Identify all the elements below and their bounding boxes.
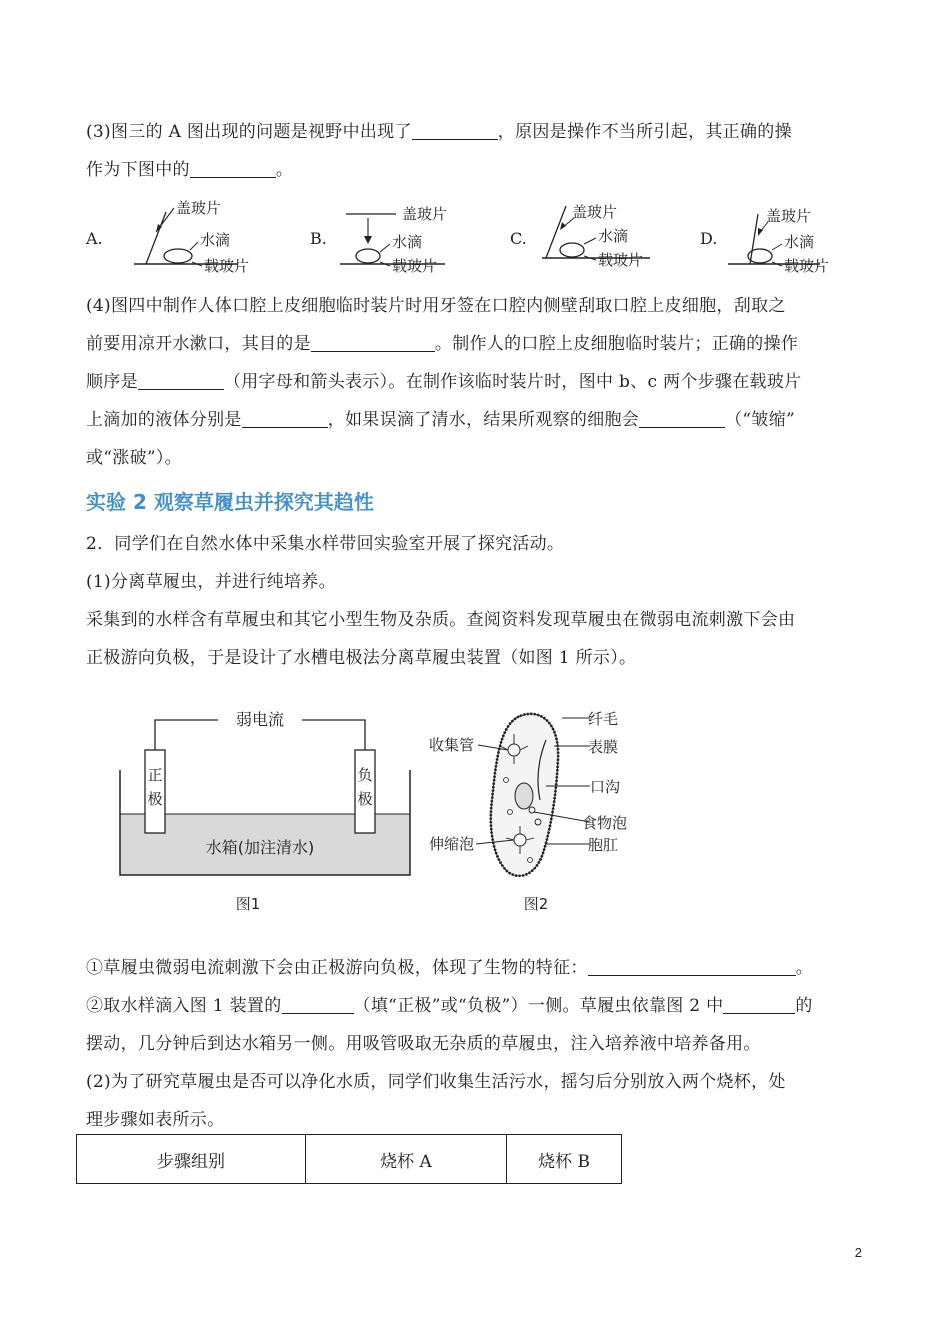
- q4-line-2: 前要用凉开水漱口，其目的是 。制作人的口腔上皮细胞临时装片；正确的操作: [86, 334, 799, 354]
- cover-slip-label: 盖玻片: [402, 205, 448, 223]
- cover-slip-label: 盖玻片: [766, 207, 812, 225]
- cilia-label: 纤毛: [588, 710, 619, 728]
- food-vacuole-label: 食物泡: [582, 814, 628, 832]
- q2-sub2-line-2: 理步骤如表所示。: [86, 1110, 225, 1130]
- answer-blank[interactable]: [639, 409, 725, 428]
- slide-label: 载玻片: [598, 251, 644, 269]
- q3-line-2: 作为下图中的 。: [86, 160, 294, 180]
- answer-blank[interactable]: [723, 995, 795, 1014]
- svg-text:极: 极: [357, 790, 373, 808]
- pellicle-label: 表膜: [588, 738, 619, 756]
- contractile-vacuole-label: 伸缩泡: [428, 835, 474, 853]
- page-number: 2: [854, 1245, 862, 1260]
- svg-text:负: 负: [357, 766, 373, 784]
- figures-1-2: [100, 700, 660, 920]
- water-tank-label: 水箱(加注清水): [205, 838, 315, 857]
- table-header-row: [77, 1135, 622, 1184]
- option-a-diagram: [86, 196, 266, 276]
- option-d-diagram: [700, 196, 880, 276]
- water-drop-label: 水滴: [392, 233, 423, 251]
- p2-intro: 2．同学们在自然水体中采集水样带回实验室开展了探究活动。: [86, 534, 565, 554]
- oral-groove-label: 口沟: [590, 778, 621, 796]
- q-circle-1: ①草履虫微弱电流刺激下会由正极游向负极，体现了生物的特征： 。: [86, 958, 814, 978]
- q-circle-2: ②取水样滴入图 1 装置的 （填“正极”或“负极”）一侧。草履虫依靠图 2 中 的: [86, 996, 813, 1016]
- water-drop-label: 水滴: [200, 231, 231, 249]
- section-heading: 实验 2 观察草履虫并探究其趋性: [86, 490, 374, 514]
- svg-text:极: 极: [147, 790, 163, 808]
- option-c-diagram: [510, 196, 690, 276]
- p2-text-2: 正极游向负极，于是设计了水槽电极法分离草履虫装置（如图 1 所示）。: [86, 648, 637, 668]
- cover-slip-label: 盖玻片: [572, 203, 618, 221]
- cover-slip-label: 盖玻片: [176, 199, 222, 217]
- table-header-beaker-a: 烧杯 A: [306, 1135, 507, 1184]
- steps-table: [76, 1134, 622, 1184]
- figure-2-caption: 图2: [523, 895, 549, 913]
- collecting-tube-label: 收集管: [428, 736, 474, 754]
- water-drop-label: 水滴: [784, 233, 815, 251]
- slide-label: 载玻片: [784, 257, 830, 275]
- q4-line-4: 上滴加的液体分别是 ，如果误滴了清水，结果所观察的细胞会 （“皱缩”: [86, 410, 795, 430]
- table-header-beaker-b: 烧杯 B: [507, 1135, 622, 1184]
- q-circle-2-line-2: 摆动，几分钟后到达水箱另一侧。用吸管吸取无杂质的草履虫，注入培养液中培养备用。: [86, 1034, 761, 1054]
- p2-sub1: (1)分离草履虫，并进行纯培养。: [86, 572, 336, 592]
- anal-pore-label: 胞肛: [588, 836, 619, 854]
- figure-1-caption: 图1: [235, 895, 261, 913]
- figure-1-apparatus: [120, 710, 410, 913]
- q4-line-3: 顺序是 （用字母和箭头表示）。在制作该临时装片时，图中 b、c 两个步骤在载玻片: [86, 372, 802, 392]
- q4-line-5: 或“涨破”）。: [86, 448, 182, 468]
- table-header-steps: 步骤组别: [77, 1135, 306, 1184]
- slide-label: 载玻片: [204, 257, 250, 275]
- q3-line-1: (3)图三的 A 图出现的问题是视野中出现了 ，原因是操作不当所引起，其正确的操: [86, 122, 792, 142]
- q2-sub2-line-1: (2)为了研究草履虫是否可以净化水质，同学们收集生活污水，摇匀后分别放入两个烧杯，处: [86, 1072, 786, 1092]
- water-drop-label: 水滴: [598, 227, 629, 245]
- answer-blank[interactable]: [311, 333, 435, 352]
- answer-blank[interactable]: [412, 121, 498, 140]
- q4-line-1: (4)图四中制作人体口腔上皮细胞临时装片时用牙签在口腔内侧壁刮取口腔上皮细胞，刮取之: [86, 296, 786, 316]
- p2-text-1: 采集到的水样含有草履虫和其它小型生物及杂质。查阅资料发现草履虫在微弱电流刺激下会由: [86, 610, 796, 630]
- answer-blank[interactable]: [282, 995, 354, 1014]
- answer-blank[interactable]: [588, 957, 796, 976]
- answer-blank[interactable]: [190, 159, 276, 178]
- svg-text:正: 正: [147, 766, 163, 784]
- answer-blank[interactable]: [138, 371, 224, 390]
- answer-blank[interactable]: [242, 409, 328, 428]
- figure-2-paramecium: [429, 710, 627, 913]
- weak-current-label: 弱电流: [235, 710, 285, 729]
- slide-label: 载玻片: [392, 257, 438, 275]
- option-b-diagram: [310, 196, 490, 276]
